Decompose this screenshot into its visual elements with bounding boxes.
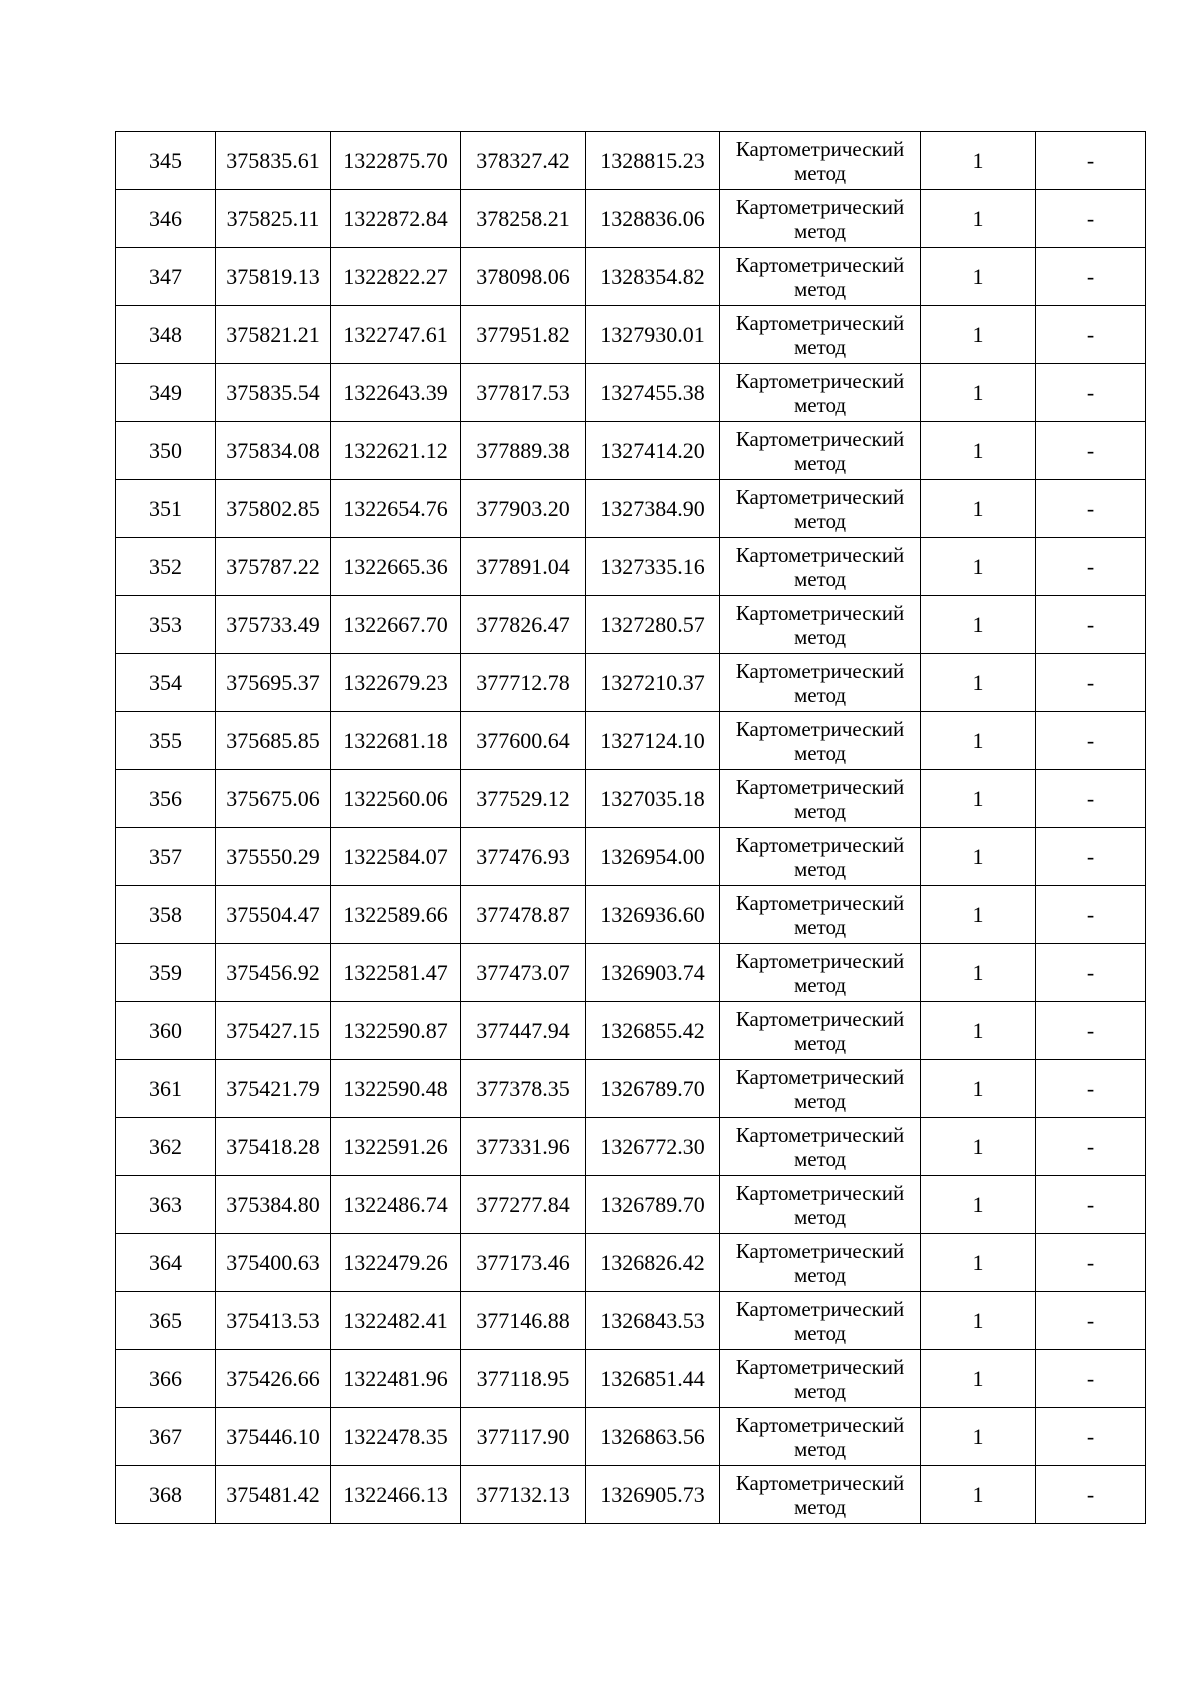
method-cell [720,828,921,886]
y-coordinate-cell: 1322482.41 [331,1292,461,1350]
x-coordinate-cell: 375675.06 [216,770,331,828]
y-coordinate-cell: 1326772.30 [586,1118,720,1176]
method-cell [720,306,921,364]
y-coordinate-cell: 1328836.06 [586,190,720,248]
method-line-2: метод [793,160,847,185]
table-row [116,1350,1146,1408]
x-coordinate-cell: 375733.49 [216,596,331,654]
method-line-1: Картометрический [735,1238,905,1263]
accuracy-cell: 1 [921,712,1036,770]
point-number-cell: 349 [116,364,216,422]
table-row [116,538,1146,596]
point-number-cell: 360 [116,1002,216,1060]
note-cell: - [1036,1408,1146,1466]
note-cell: - [1036,1466,1146,1524]
y-coordinate-cell: 1326789.70 [586,1176,720,1234]
x-coordinate-cell: 375825.11 [216,190,331,248]
x-coordinate-cell: 375685.85 [216,712,331,770]
x-coordinate-cell: 375427.15 [216,1002,331,1060]
method-line-2: метод [793,682,847,707]
y-coordinate-cell: 1327335.16 [586,538,720,596]
method-cell [720,1002,921,1060]
x-coordinate-cell: 378098.06 [461,248,586,306]
note-cell: - [1036,132,1146,190]
method-line-1: Картометрический [735,716,905,741]
method-line-1: Картометрический [735,426,905,451]
table-row [116,944,1146,1002]
note-cell: - [1036,770,1146,828]
y-coordinate-cell: 1322591.26 [331,1118,461,1176]
y-coordinate-cell: 1322872.84 [331,190,461,248]
accuracy-cell: 1 [921,480,1036,538]
x-coordinate-cell: 377447.94 [461,1002,586,1060]
table-row [116,1234,1146,1292]
accuracy-cell: 1 [921,1002,1036,1060]
method-line-2: метод [793,218,847,243]
accuracy-cell: 1 [921,248,1036,306]
x-coordinate-cell: 375821.21 [216,306,331,364]
accuracy-cell: 1 [921,364,1036,422]
y-coordinate-cell: 1327414.20 [586,422,720,480]
method-line-1: Картометрический [735,252,905,277]
accuracy-cell: 1 [921,1060,1036,1118]
method-cell [720,770,921,828]
point-number-cell: 352 [116,538,216,596]
x-coordinate-cell: 375695.37 [216,654,331,712]
table-row [116,712,1146,770]
point-number-cell: 365 [116,1292,216,1350]
x-coordinate-cell: 377891.04 [461,538,586,596]
y-coordinate-cell: 1322481.96 [331,1350,461,1408]
method-cell [720,654,921,712]
note-cell: - [1036,1350,1146,1408]
x-coordinate-cell: 375413.53 [216,1292,331,1350]
table-row [116,422,1146,480]
accuracy-cell: 1 [921,944,1036,1002]
table-row [116,596,1146,654]
method-line-1: Картометрический [735,1122,905,1147]
point-number-cell: 357 [116,828,216,886]
y-coordinate-cell: 1322681.18 [331,712,461,770]
note-cell: - [1036,1002,1146,1060]
table-row [116,1408,1146,1466]
method-line-1: Картометрический [735,194,905,219]
method-line-2: метод [793,1436,847,1461]
table-row [116,1002,1146,1060]
y-coordinate-cell: 1327035.18 [586,770,720,828]
method-line-2: метод [793,972,847,997]
method-line-2: метод [793,1146,847,1171]
method-cell [720,1466,921,1524]
y-coordinate-cell: 1322590.87 [331,1002,461,1060]
x-coordinate-cell: 375421.79 [216,1060,331,1118]
note-cell: - [1036,1234,1146,1292]
accuracy-cell: 1 [921,1350,1036,1408]
method-line-1: Картометрический [735,600,905,625]
accuracy-cell: 1 [921,1118,1036,1176]
note-cell: - [1036,828,1146,886]
y-coordinate-cell: 1328354.82 [586,248,720,306]
y-coordinate-cell: 1322654.76 [331,480,461,538]
method-cell [720,1350,921,1408]
y-coordinate-cell: 1322643.39 [331,364,461,422]
method-line-2: метод [793,334,847,359]
x-coordinate-cell: 377712.78 [461,654,586,712]
point-number-cell: 353 [116,596,216,654]
y-coordinate-cell: 1327124.10 [586,712,720,770]
method-line-2: метод [793,1494,847,1519]
accuracy-cell: 1 [921,886,1036,944]
table-row [116,190,1146,248]
method-line-1: Картометрический [735,774,905,799]
note-cell: - [1036,1176,1146,1234]
x-coordinate-cell: 375835.54 [216,364,331,422]
x-coordinate-cell: 377903.20 [461,480,586,538]
method-cell [720,1408,921,1466]
table-row [116,132,1146,190]
note-cell: - [1036,1118,1146,1176]
y-coordinate-cell: 1322486.74 [331,1176,461,1234]
note-cell: - [1036,248,1146,306]
method-cell [720,480,921,538]
y-coordinate-cell: 1322667.70 [331,596,461,654]
y-coordinate-cell: 1327280.57 [586,596,720,654]
method-line-2: метод [793,1030,847,1055]
method-line-2: метод [793,1320,847,1345]
accuracy-cell: 1 [921,654,1036,712]
x-coordinate-cell: 375835.61 [216,132,331,190]
note-cell: - [1036,306,1146,364]
accuracy-cell: 1 [921,596,1036,654]
method-cell [720,422,921,480]
method-line-1: Картометрический [735,542,905,567]
accuracy-cell: 1 [921,828,1036,886]
x-coordinate-cell: 377951.82 [461,306,586,364]
table-row [116,886,1146,944]
method-cell [720,132,921,190]
table-row [116,828,1146,886]
x-coordinate-cell: 375456.92 [216,944,331,1002]
table-body [116,132,1146,1524]
point-number-cell: 356 [116,770,216,828]
note-cell: - [1036,422,1146,480]
method-line-2: метод [793,856,847,881]
y-coordinate-cell: 1327210.37 [586,654,720,712]
x-coordinate-cell: 375400.63 [216,1234,331,1292]
accuracy-cell: 1 [921,132,1036,190]
method-cell [720,596,921,654]
table-row [116,654,1146,712]
method-line-2: метод [793,624,847,649]
y-coordinate-cell: 1322478.35 [331,1408,461,1466]
x-coordinate-cell: 377378.35 [461,1060,586,1118]
method-line-1: Картометрический [735,1006,905,1031]
method-cell [720,1118,921,1176]
point-number-cell: 368 [116,1466,216,1524]
x-coordinate-cell: 377118.95 [461,1350,586,1408]
point-number-cell: 354 [116,654,216,712]
y-coordinate-cell: 1326843.53 [586,1292,720,1350]
table-row [116,480,1146,538]
method-cell [720,944,921,1002]
x-coordinate-cell: 375787.22 [216,538,331,596]
method-line-2: метод [793,1088,847,1113]
point-number-cell: 366 [116,1350,216,1408]
note-cell: - [1036,1060,1146,1118]
x-coordinate-cell: 377277.84 [461,1176,586,1234]
x-coordinate-cell: 377826.47 [461,596,586,654]
point-number-cell: 347 [116,248,216,306]
accuracy-cell: 1 [921,190,1036,248]
method-line-1: Картометрический [735,1412,905,1437]
y-coordinate-cell: 1322665.36 [331,538,461,596]
table-row [116,1176,1146,1234]
method-cell [720,712,921,770]
table-row [116,306,1146,364]
accuracy-cell: 1 [921,306,1036,364]
method-cell [720,248,921,306]
x-coordinate-cell: 375550.29 [216,828,331,886]
y-coordinate-cell: 1326954.00 [586,828,720,886]
x-coordinate-cell: 375802.85 [216,480,331,538]
method-line-2: метод [793,798,847,823]
accuracy-cell: 1 [921,538,1036,596]
y-coordinate-cell: 1322590.48 [331,1060,461,1118]
y-coordinate-cell: 1322589.66 [331,886,461,944]
note-cell: - [1036,886,1146,944]
point-number-cell: 350 [116,422,216,480]
x-coordinate-cell: 377473.07 [461,944,586,1002]
method-line-2: метод [793,1378,847,1403]
y-coordinate-cell: 1327930.01 [586,306,720,364]
y-coordinate-cell: 1322479.26 [331,1234,461,1292]
method-line-2: метод [793,392,847,417]
y-coordinate-cell: 1326789.70 [586,1060,720,1118]
accuracy-cell: 1 [921,1292,1036,1350]
y-coordinate-cell: 1322560.06 [331,770,461,828]
table-row [116,364,1146,422]
method-line-1: Картометрический [735,658,905,683]
accuracy-cell: 1 [921,422,1036,480]
accuracy-cell: 1 [921,1176,1036,1234]
point-number-cell: 355 [116,712,216,770]
x-coordinate-cell: 375481.42 [216,1466,331,1524]
y-coordinate-cell: 1322581.47 [331,944,461,1002]
accuracy-cell: 1 [921,770,1036,828]
point-number-cell: 364 [116,1234,216,1292]
y-coordinate-cell: 1326855.42 [586,1002,720,1060]
x-coordinate-cell: 378327.42 [461,132,586,190]
method-cell [720,886,921,944]
method-line-1: Картометрический [735,1470,905,1495]
table-row [116,1466,1146,1524]
x-coordinate-cell: 377600.64 [461,712,586,770]
accuracy-cell: 1 [921,1466,1036,1524]
x-coordinate-cell: 377476.93 [461,828,586,886]
method-line-1: Картометрический [735,310,905,335]
method-line-1: Картометрический [735,484,905,509]
table-row [116,248,1146,306]
point-number-cell: 363 [116,1176,216,1234]
point-number-cell: 362 [116,1118,216,1176]
x-coordinate-cell: 377146.88 [461,1292,586,1350]
method-cell [720,1234,921,1292]
point-number-cell: 346 [116,190,216,248]
x-coordinate-cell: 375819.13 [216,248,331,306]
method-line-2: метод [793,450,847,475]
method-cell [720,1060,921,1118]
method-line-2: метод [793,566,847,591]
note-cell: - [1036,944,1146,1002]
x-coordinate-cell: 375834.08 [216,422,331,480]
note-cell: - [1036,538,1146,596]
y-coordinate-cell: 1327384.90 [586,480,720,538]
point-number-cell: 348 [116,306,216,364]
x-coordinate-cell: 377331.96 [461,1118,586,1176]
y-coordinate-cell: 1326826.42 [586,1234,720,1292]
x-coordinate-cell: 375418.28 [216,1118,331,1176]
note-cell: - [1036,712,1146,770]
table-row [116,1060,1146,1118]
x-coordinate-cell: 375446.10 [216,1408,331,1466]
method-line-1: Картометрический [735,948,905,973]
note-cell: - [1036,596,1146,654]
y-coordinate-cell: 1326905.73 [586,1466,720,1524]
table-row [116,1292,1146,1350]
y-coordinate-cell: 1326936.60 [586,886,720,944]
table-row [116,1118,1146,1176]
method-line-1: Картометрический [735,1354,905,1379]
method-line-2: метод [793,508,847,533]
y-coordinate-cell: 1326863.56 [586,1408,720,1466]
x-coordinate-cell: 377478.87 [461,886,586,944]
method-line-1: Картометрический [735,890,905,915]
note-cell: - [1036,1292,1146,1350]
x-coordinate-cell: 375384.80 [216,1176,331,1234]
y-coordinate-cell: 1326851.44 [586,1350,720,1408]
point-number-cell: 358 [116,886,216,944]
note-cell: - [1036,364,1146,422]
y-coordinate-cell: 1322875.70 [331,132,461,190]
x-coordinate-cell: 377117.90 [461,1408,586,1466]
y-coordinate-cell: 1322466.13 [331,1466,461,1524]
method-line-2: метод [793,914,847,939]
y-coordinate-cell: 1328815.23 [586,132,720,190]
y-coordinate-cell: 1327455.38 [586,364,720,422]
method-line-1: Картометрический [735,1296,905,1321]
point-number-cell: 367 [116,1408,216,1466]
y-coordinate-cell: 1322621.12 [331,422,461,480]
method-line-1: Картометрический [735,368,905,393]
x-coordinate-cell: 377889.38 [461,422,586,480]
y-coordinate-cell: 1322747.61 [331,306,461,364]
accuracy-cell: 1 [921,1408,1036,1466]
method-cell [720,1176,921,1234]
accuracy-cell: 1 [921,1234,1036,1292]
method-line-2: метод [793,1262,847,1287]
x-coordinate-cell: 378258.21 [461,190,586,248]
method-cell [720,190,921,248]
x-coordinate-cell: 375504.47 [216,886,331,944]
method-line-2: метод [793,276,847,301]
x-coordinate-cell: 375426.66 [216,1350,331,1408]
y-coordinate-cell: 1322822.27 [331,248,461,306]
y-coordinate-cell: 1326903.74 [586,944,720,1002]
table-row [116,770,1146,828]
y-coordinate-cell: 1322584.07 [331,828,461,886]
y-coordinate-cell: 1322679.23 [331,654,461,712]
coordinates-table [115,131,1146,1524]
method-line-1: Картометрический [735,136,905,161]
point-number-cell: 359 [116,944,216,1002]
x-coordinate-cell: 377173.46 [461,1234,586,1292]
method-cell [720,1292,921,1350]
point-number-cell: 361 [116,1060,216,1118]
x-coordinate-cell: 377132.13 [461,1466,586,1524]
method-cell [720,538,921,596]
method-line-1: Картометрический [735,1064,905,1089]
method-line-2: метод [793,740,847,765]
point-number-cell: 351 [116,480,216,538]
note-cell: - [1036,654,1146,712]
method-cell [720,364,921,422]
method-line-1: Картометрический [735,1180,905,1205]
x-coordinate-cell: 377817.53 [461,364,586,422]
note-cell: - [1036,190,1146,248]
note-cell: - [1036,480,1146,538]
point-number-cell: 345 [116,132,216,190]
method-line-2: метод [793,1204,847,1229]
x-coordinate-cell: 377529.12 [461,770,586,828]
method-line-1: Картометрический [735,832,905,857]
